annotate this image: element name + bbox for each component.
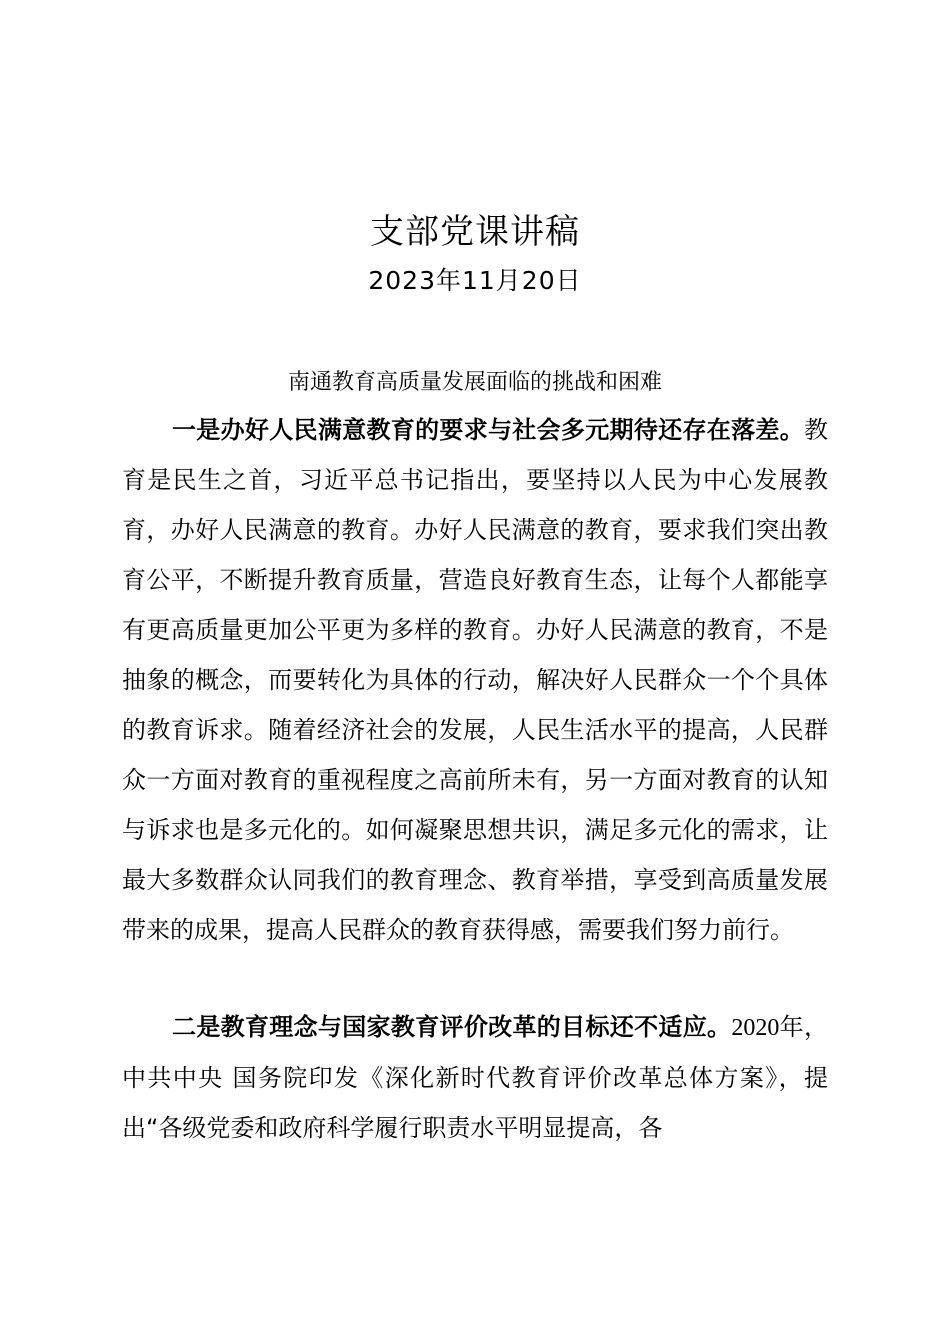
section-heading: 南通教育高质量发展面临的挑战和困难 bbox=[287, 370, 662, 395]
document-title: 支部党课讲稿 bbox=[370, 212, 580, 252]
paragraph-1-text: 教育是民生之首，习近平总书记指出，要坚持以人民为中心发展教育，办好人民满意的教育。办好人民满意的教育，要求我们突出教育公平，不断提升教育质量，营造良好教育生态，让每个人都能享有更高质量更加公平更为多样的教育。办好人民满意的教育，不是抽象的概念，而要转化为具体的行动，解决好人民群众一个个具体的教育诉求。随着经济社会的发展，人民生活水平的提高，人民群众一方面对教育的重视程度之高前所未有，另一方面对教育的认知与诉求也是多元化的。如何凝聚思想共识，满足多元化的需求，让最大多数群众认同我们的教育理念、教育举措，享受到高质量发展带来的成果，提高人民群众的教育获得感，需要我们努力前行。 bbox=[122, 416, 828, 944]
document-date: 2023年11月20日 bbox=[368, 266, 582, 295]
paragraph-2-year: 2020 bbox=[731, 1015, 780, 1041]
paragraph-1-lead: 一是办好人民满意教育的要求与社会多元期待还存在落差。 bbox=[172, 416, 804, 444]
paragraph-2-text: 年，中共中央 国务院印发《深化新时代教育评价改革总体方案》，提出“各级党委和政府科学履行职责水平明显提高，各 bbox=[122, 1013, 828, 1142]
paragraph-2 bbox=[122, 1002, 828, 1153]
paragraph-1 bbox=[122, 405, 828, 955]
paragraph-2-lead: 二是教育理念与国家教育评价改革的目标还不适应。 bbox=[172, 1013, 732, 1041]
